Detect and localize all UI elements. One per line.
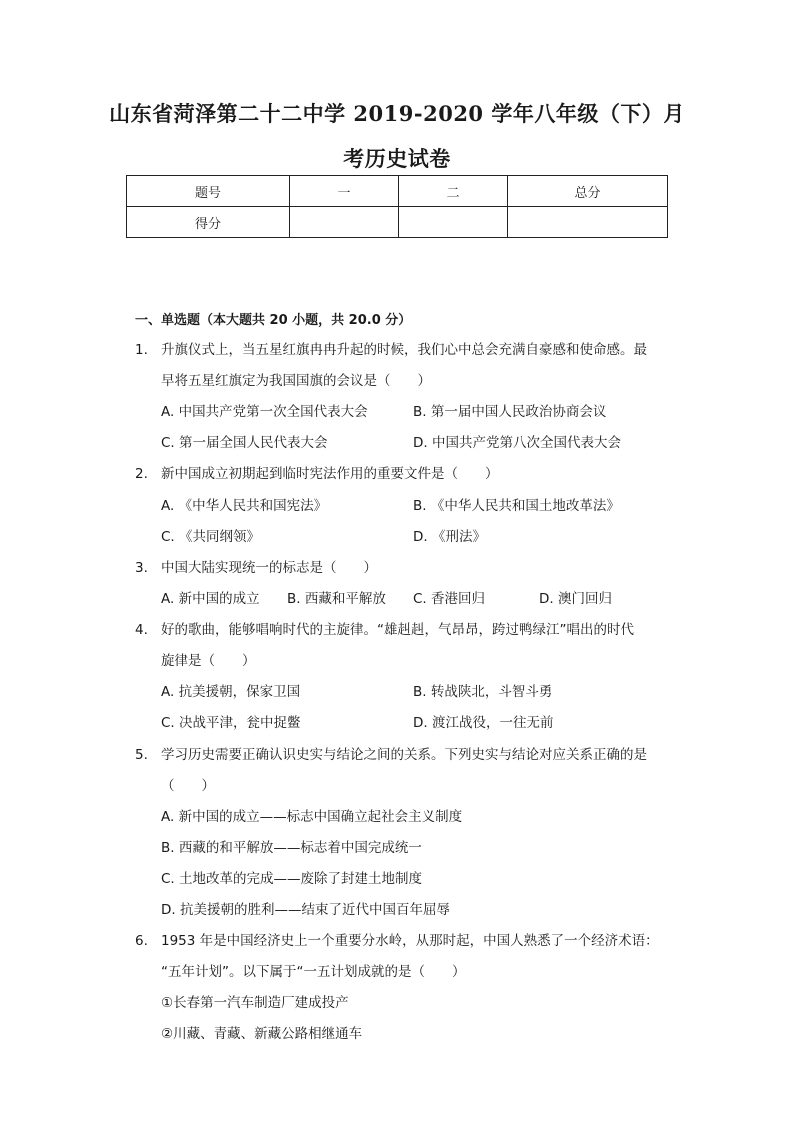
question-statement: ②川藏、青藏、新藏公路相继通车: [161, 1026, 363, 1042]
score-table: [126, 175, 668, 238]
question-stem-line: 学习历史需要正确认识史实与结论之间的关系。下列史实与结论对应关系正确的是: [161, 747, 647, 763]
option-b: B. 西藏的和平解放——标志着中国完成统一: [161, 840, 422, 856]
question-stem-line: （ ）: [161, 778, 215, 794]
section-heading: 一、单选题（本大题共 20 小题，共 20.0 分）: [135, 313, 412, 328]
score-table-header-cell: 一: [290, 176, 399, 207]
question-number: 3.: [135, 560, 148, 576]
score-table-header-cell: 总分: [508, 176, 668, 207]
option-d: D. 中国共产党第八次全国代表大会: [413, 435, 621, 451]
option-a: A. 《中华人民共和国宪法》: [161, 498, 328, 514]
option-c: C. 第一届全国人民代表大会: [161, 435, 328, 451]
option-b: B. 第一届中国人民政治协商会议: [413, 404, 607, 420]
score-cell: [290, 207, 399, 238]
option-c: C. 决战平津，瓮中捉鳖: [161, 715, 301, 731]
question-stem-line: 好的歌曲，能够唱响时代的主旋律。“雄赳赳，气昂昂，跨过鸭绿江”唱出的时代: [161, 622, 634, 638]
option-c: C. 香港回归: [413, 591, 486, 607]
question-statement: ①长春第一汽车制造厂建成投产: [161, 995, 349, 1011]
question-number: 2.: [135, 466, 148, 482]
score-table-row-label: 得分: [127, 207, 290, 238]
score-table-header-cell: 题号: [127, 176, 290, 207]
question-number: 6.: [135, 933, 148, 949]
option-c: C. 《共同纲领》: [161, 529, 261, 545]
option-d: D. 抗美援朝的胜利——结束了近代中国百年屈辱: [161, 902, 450, 918]
score-table-header-row: [127, 176, 668, 207]
option-b: B. 转战陕北，斗智斗勇: [413, 684, 553, 700]
option-a: A. 新中国的成立——标志中国确立起社会主义制度: [161, 809, 463, 825]
question-number: 1.: [135, 342, 148, 358]
question-stem-line: “五年计划”。以下属于“一五计划成就的是（ ）: [161, 964, 466, 980]
option-d: D. 渡江战役，一往无前: [413, 715, 554, 731]
score-table-header-cell: 二: [399, 176, 508, 207]
option-d: D. 澳门回归: [539, 591, 612, 607]
question-stem-line: 中国大陆实现统一的标志是（ ）: [161, 560, 377, 576]
question-stem-line: 1953 年是中国经济史上一个重要分水岭，从那时起，中国人熟悉了一个经济术语：: [161, 933, 659, 949]
score-table-score-row: [127, 207, 668, 238]
option-a: A. 中国共产党第一次全国代表大会: [161, 404, 368, 420]
option-b: B. 《中华人民共和国土地改革法》: [413, 498, 620, 514]
option-c: C. 土地改革的完成——废除了封建土地制度: [161, 871, 423, 887]
score-cell: [399, 207, 508, 238]
question-stem-line: 新中国成立初期起到临时宪法作用的重要文件是（ ）: [161, 466, 499, 482]
option-a: A. 抗美援朝，保家卫国: [161, 684, 301, 700]
question-stem-line: 升旗仪式上，当五星红旗冉冉升起的时候，我们心中总会充满自豪感和使命感。最: [161, 342, 647, 358]
option-a: A. 新中国的成立: [161, 591, 260, 607]
question-stem-line: 早将五星红旗定为我国国旗的会议是（ ）: [161, 373, 431, 389]
question-stem-line: 旋律是（ ）: [161, 653, 256, 669]
option-b: B. 西藏和平解放: [287, 591, 386, 607]
question-number: 4.: [135, 622, 148, 638]
question-number: 5.: [135, 747, 148, 763]
score-cell: [508, 207, 668, 238]
option-d: D. 《刑法》: [413, 529, 486, 545]
page-title-line-1: 山东省菏泽第二十二中学 2019-2020 学年八年级（下）月: [109, 101, 685, 126]
page-title-line-2: 考历史试卷: [343, 146, 451, 171]
